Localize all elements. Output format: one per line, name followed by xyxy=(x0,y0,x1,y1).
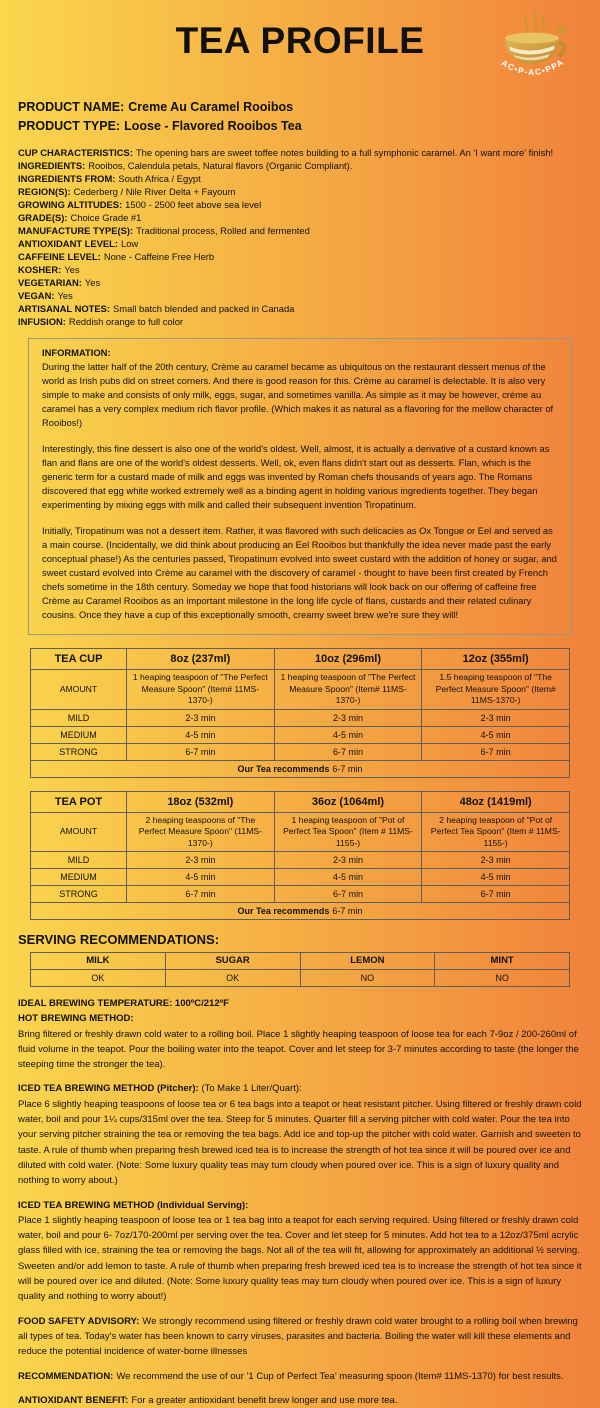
tea-pot-size-48oz: 48oz (1419ml) xyxy=(422,791,570,812)
ideal-brewing-temperature: IDEAL BREWING TEMPERATURE: 100ºC/212ºF xyxy=(18,998,229,1009)
attr-artisanal-notes: ARTISANAL NOTES: Small batch blended and packed in Canada xyxy=(18,303,295,314)
brewing-section xyxy=(18,996,585,1408)
amount-48oz: 2 heaping teaspoon of "Pot of Perfect Tea Spoon" (Item # 11MS-1155-) xyxy=(422,812,570,852)
product-type-line xyxy=(18,117,585,136)
information-paragraph-2: Interestingly, this fine dessert is also one of the world's oldest. Well, almost, it is actually a derivative of a custard known as flan and flans are one of the world's oldest desserts. Well, ok, even flans didn't start out as desserts. Flan, which is the generic term for a custard made of milk and eggs was invented by Roman chefs thousands of years ago. The Romans discovered that egg white worked extremely well as a binding agent in holding various ingredients together. They began experimenting by mixing eggs with milk and called their subsequent invention Tiropatinum. xyxy=(42,443,550,510)
attr-regions: REGION(S): Cederberg / Nile River Delta + Fayoum xyxy=(18,186,236,197)
product-block xyxy=(18,98,585,136)
coffee-bean-icon xyxy=(557,25,566,34)
serving-col-mint: MINT xyxy=(435,953,570,970)
information-paragraph-1: During the latter half of the 20th century, Crème au caramel became as ubiquitous on the restaurant dessert menus of the world as Irish pubs did on street corners. And there is good reason for this. Crème au caramel is delectable. It is also very simple to make and consists of only milk, eggs, sugar, and sometimes vanilla. As simple as it may be however, crème au caramel has a very complex medium rich flavor profile. (Which makes it as natural as a flavoring for the mellow character of Rooibos!) xyxy=(42,361,554,428)
tea-cup-header: TEA CUP xyxy=(31,649,127,670)
tea-pot-size-18oz: 18oz (532ml) xyxy=(127,791,275,812)
product-name-line xyxy=(18,98,585,117)
amount-8oz: 1 heaping teaspoon of "The Perfect Measure Spoon" (Item# 11MS-1370-) xyxy=(127,670,275,710)
attr-infusion: INFUSION: Reddish orange to full color xyxy=(18,316,184,327)
recommends-value: 6-7 min xyxy=(332,906,363,916)
tea-pot-table xyxy=(30,791,570,921)
amount-label: AMOUNT xyxy=(31,812,127,852)
amount-12oz: 1.5 heaping teaspoon of "The Perfect Measure Spoon" (Item# 11MS-1370-) xyxy=(422,670,570,710)
tea-cup-header-row xyxy=(31,649,570,670)
attr-ingredients-from: INGREDIENTS FROM: South Africa / Egypt xyxy=(18,173,201,184)
recommendation-note: RECOMMENDATION: We recommend the use of our '1 Cup of Perfect Tea' measuring spoon (Item# 11MS-1370) for best results. xyxy=(18,1370,564,1382)
logo-arc-text: AC•P-AC•PPA xyxy=(499,56,566,78)
tea-pot-amount-row xyxy=(31,812,570,852)
amount-label: AMOUNT xyxy=(31,670,127,710)
tea-pot-mild-row: MILD 2-3 min 2-3 min 2-3 min xyxy=(31,852,570,869)
amount-36oz: 1 heaping teaspoon of "Pot of Perfect Tea Spoon" (Item # 11MS-1155-) xyxy=(274,812,422,852)
attr-caffeine-level: CAFFEINE LEVEL: None - Caffeine Free Herb xyxy=(18,251,215,262)
recommends-label: Our Tea recommends xyxy=(237,763,330,774)
product-type-label: PRODUCT TYPE: xyxy=(18,119,121,133)
teacup-logo-icon xyxy=(490,10,574,98)
recommends-value: 6-7 min xyxy=(332,763,363,774)
attr-ingredients: INGREDIENTS: Rooibos, Calendula petals, Natural flavors (Organic Compliant). xyxy=(18,160,353,171)
attr-cup-characteristics: CUP CHARACTERISTICS: The opening bars are sweet toffee notes building to a full symphonic caramel. An 'I want more' finish! xyxy=(18,147,554,158)
information-paragraph-3: Initially, Tiropatinum was not a dessert item. Rather, it was flavored with such delicacies as Ox Tongue or Eel and served as a main course. (Incidentally, we did think about producing an Eel Rooibos but thankfully the idea never made past the early conceptual phase!) As the centuries passed, Tiropatinum evolved into sweet custard with the addition of honey or sugar, and sweet custard evolved into Crème au caramel with the discovery of caramel - thought to have been first created by French chefs sometime in the 18th century. Someday we hope that food historians will look back on our offering of caffeine free Crème au Caramel Rooibos as an important milestone in the long life cycle of flans, custards and their related culinary cousins. Once they have a cup of this exceptionally smooth, creamy sweet brew we're sure they will! xyxy=(42,525,557,620)
attr-growing-altitudes: GROWING ALTITUDES: 1500 - 2500 feet above sea level xyxy=(18,199,262,210)
serving-lemon-value: NO xyxy=(300,970,435,987)
attr-manufacture-types: MANUFACTURE TYPE(S): Traditional process, Rolled and fermented xyxy=(18,225,310,236)
serving-mint-value: NO xyxy=(435,970,570,987)
antioxidant-benefit-note: ANTIOXIDANT BENEFIT: For a greater antioxidant benefit brew longer and use more tea. xyxy=(18,1394,398,1406)
tea-cup-recommendation-row xyxy=(31,760,570,777)
serving-milk-value: OK xyxy=(31,970,166,987)
tea-cup-mild-row: MILD 2-3 min 2-3 min 2-3 min xyxy=(31,709,570,726)
tea-cup-size-10oz: 10oz (296ml) xyxy=(274,649,422,670)
hot-brewing-method-heading: HOT BREWING METHOD: xyxy=(18,1013,134,1025)
recommends-label: Our Tea recommends xyxy=(237,906,330,916)
tea-cup-table xyxy=(30,648,570,778)
tea-pot-recommendation-row xyxy=(31,903,570,920)
serving-recommendations-table xyxy=(30,952,570,987)
tea-pot-header-row xyxy=(31,791,570,812)
serving-recommendations-heading: SERVING RECOMMENDATIONS: xyxy=(18,932,220,947)
tea-pot-medium-row: MEDIUM 4-5 min 4-5 min 4-5 min xyxy=(31,869,570,886)
tea-cup-size-8oz: 8oz (237ml) xyxy=(127,649,275,670)
hot-brewing-method-text: Bring filtered or freshly drawn cold water to a rolling boil. Place 1 slightly heaping teaspoon of loose tea for each 7-9oz / 200-260ml of fluid volume in the teapot. Pour the boiling water into the teapot. Cover and let steep for 3-7 minutes according to taste (the longer the steeping time the stronger the tea). xyxy=(18,1028,579,1071)
iced-tea-pitcher-heading: ICED TEA BREWING METHOD (Pitcher): (To Make 1 Liter/Quart): xyxy=(18,1083,302,1095)
information-box xyxy=(28,338,572,635)
iced-tea-pitcher-text: Place 6 slightly heaping teaspoons of loose tea or 6 tea bags into a teapot or heat resistant pitcher. Using filtered or freshly drawn cold water, boil and pour 1¼ cups/315ml over the tea. Steep for 5 minutes. Quarter fill a serving pitcher with cold water. Pour the tea into your serving pitcher straining the tea or removing the tea bags. Add ice and top-up the pitcher with cold water. Garnish and sweeten to taste. A rule of thumb when preparing fresh brewed iced tea is to increase the strength of hot tea since it will be poured over ice and diluted with cold water. (Note: Some luxury quality teas may turn cloudy when poured over ice. This is a sign of luxury quality and nothing to worry about.) xyxy=(18,1098,582,1187)
attr-vegan: VEGAN: Yes xyxy=(18,290,73,301)
serving-col-sugar: SUGAR xyxy=(165,953,300,970)
tea-cup-amount-row xyxy=(31,670,570,710)
serving-col-milk: MILK xyxy=(31,953,166,970)
cup-icon xyxy=(505,33,564,65)
attribute-list xyxy=(18,146,585,328)
attr-antioxidant-level: ANTIOXIDANT LEVEL: Low xyxy=(18,238,139,249)
food-safety-advisory: FOOD SAFETY ADVISORY: We strongly recommend using filtered or freshly drawn cold water brought to a rolling boil when brewing all types of tea. Today's water has been known to carry viruses, parasites and bacteria. Boiling the water will kill these elements and reduce the potential incidence of water-borne illnesses xyxy=(18,1315,578,1358)
serving-sugar-value: OK xyxy=(165,970,300,987)
header xyxy=(0,0,600,90)
serving-col-lemon: LEMON xyxy=(300,953,435,970)
serving-header-row xyxy=(31,953,570,970)
attr-grades: GRADE(S): Choice Grade #1 xyxy=(18,212,142,223)
attr-vegetarian: VEGETARIAN: Yes xyxy=(18,277,101,288)
tea-cup-medium-row: MEDIUM 4-5 min 4-5 min 4-5 min xyxy=(31,726,570,743)
product-name-value: Creme Au Caramel Rooibos xyxy=(128,100,294,114)
iced-tea-individual-heading: ICED TEA BREWING METHOD (Individual Serving): xyxy=(18,1199,249,1211)
attr-kosher: KOSHER: Yes xyxy=(18,264,80,275)
product-type-value: Loose - Flavored Rooibos Tea xyxy=(124,119,302,133)
serving-values-row xyxy=(31,970,570,987)
page-title: TEA PROFILE xyxy=(175,20,425,61)
amount-10oz: 1 heaping teaspoon of "The Perfect Measure Spoon" (Item# 11MS-1370-) xyxy=(274,670,422,710)
product-name-label: PRODUCT NAME: xyxy=(18,100,125,114)
tea-pot-header: TEA POT xyxy=(31,791,127,812)
information-heading: INFORMATION: xyxy=(42,347,111,358)
iced-tea-individual-text: Place 1 slightly heaping teaspoon of loose tea or 1 tea bag into a teapot for each serving required. Using filtered or freshly drawn cold water, boil and pour 6- 7oz/170-200ml per serving over the tea. Cover and let steep for 5 minutes. Add hot tea to a 12oz/375ml acrylic glass filled with ice, straining the tea or removing the bags. Not all of the tea will fit, allowing for approximately an additional ½ serving. Sweeten and/or add lemon to taste. A rule of thumb when preparing fresh brewed iced tea is to increase the strength of hot tea since it will be poured over ice and diluted. (Note: Some luxury quality teas may turn cloudy when poured over ice. This is a sign of luxury quality and nothing to worry about!) xyxy=(18,1214,582,1303)
steam-icon xyxy=(525,13,544,31)
tea-cup-strong-row: STRONG 6-7 min 6-7 min 6-7 min xyxy=(31,743,570,760)
tea-pot-size-36oz: 36oz (1064ml) xyxy=(274,791,422,812)
tea-cup-size-12oz: 12oz (355ml) xyxy=(422,649,570,670)
amount-18oz: 2 heaping teaspoons of "The Perfect Measure Spoon" (11MS-1370-) xyxy=(127,812,275,852)
tea-pot-strong-row: STRONG 6-7 min 6-7 min 6-7 min xyxy=(31,886,570,903)
